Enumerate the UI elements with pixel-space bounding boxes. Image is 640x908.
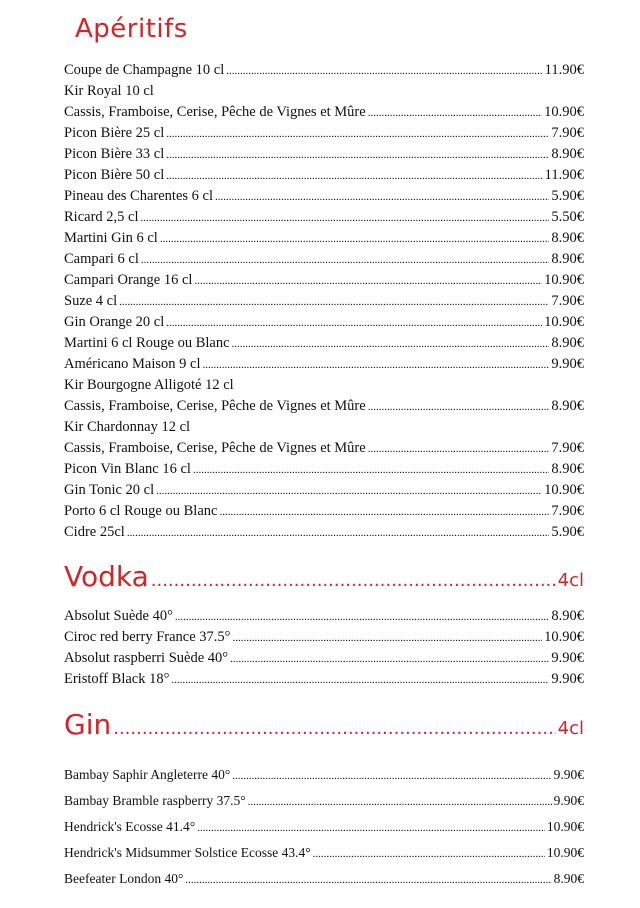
- dot-leader: [175, 607, 549, 628]
- menu-item-row: [64, 501, 584, 522]
- menu-item-name: Coupe de Champagne 10 cl: [64, 62, 225, 78]
- menu-item-row: [64, 186, 584, 207]
- menu-item-row: [64, 207, 584, 228]
- menu-item-name: Martini Gin 6 cl: [64, 230, 158, 246]
- dot-leader: [368, 439, 550, 460]
- dot-leader: [226, 61, 542, 82]
- gin-title-leader: [113, 718, 555, 739]
- menu-item-row: [64, 396, 584, 417]
- menu-item-name: Campari 6 cl: [64, 251, 139, 267]
- menu-item-price: 8.90€: [553, 871, 584, 886]
- menu-item-price: 10.90€: [544, 629, 584, 645]
- menu-item-name: Gin Tonic 20 cl: [64, 482, 155, 498]
- dot-leader: [141, 250, 549, 271]
- menu-item-price: 10.90€: [546, 819, 584, 834]
- menu-item-row: [64, 165, 584, 186]
- menu-item-name: Cidre 25cl: [64, 524, 125, 540]
- menu-item-name: Kir Royal 10 cl: [64, 83, 154, 99]
- aperitifs-title: Apéritifs: [75, 14, 188, 44]
- menu-item-price: 10.90€: [546, 845, 584, 860]
- menu-item-name: Bambay Saphir Angleterre 40°: [64, 767, 231, 782]
- menu-item-price: 7.90€: [551, 293, 584, 309]
- menu-item-name: Gin Orange 20 cl: [64, 314, 165, 330]
- vodka-title-leader: [151, 570, 556, 591]
- menu-item-price: 10.90€: [544, 104, 584, 120]
- menu-item-price: 9.90€: [551, 671, 584, 687]
- dot-leader: [232, 628, 542, 649]
- menu-item-row: [64, 249, 584, 270]
- dot-leader: [166, 124, 549, 145]
- vodka-list: [64, 606, 584, 690]
- menu-item-price: 9.90€: [551, 356, 584, 372]
- dot-leader: [185, 867, 551, 893]
- menu-item-row: [64, 840, 584, 866]
- menu-item-name: Ciroc red berry France 37.5°: [64, 629, 231, 645]
- menu-item-price: 5.90€: [551, 188, 584, 204]
- dot-leader: [230, 649, 549, 670]
- menu-item-row: [64, 312, 584, 333]
- menu-item-name: Américano Maison 9 cl: [64, 356, 201, 372]
- dot-leader: [171, 670, 549, 691]
- menu-item-row: [64, 270, 584, 291]
- menu-item-name: Cassis, Framboise, Cerise, Pêche de Vignes et Mûre: [64, 398, 366, 414]
- menu-item-name: Kir Bourgogne Alligoté 12 cl: [64, 377, 234, 393]
- menu-item-row: [64, 669, 584, 690]
- dot-leader: [141, 208, 550, 229]
- menu-item-name: Martini 6 cl Rouge ou Blanc: [64, 335, 230, 351]
- menu-item-price: 8.90€: [551, 608, 584, 624]
- dot-leader: [193, 460, 549, 481]
- menu-item-row: [64, 228, 584, 249]
- menu-item-name: Pineau des Charentes 6 cl: [64, 188, 213, 204]
- dot-leader: [160, 229, 550, 250]
- gin-title: Gin: [64, 708, 112, 741]
- dot-leader: [368, 397, 550, 418]
- menu-item-price: 11.90€: [544, 167, 584, 183]
- menu-item-row: [64, 123, 584, 144]
- menu-item-row: [64, 102, 584, 123]
- menu-item-price: 10.90€: [544, 314, 584, 330]
- menu-item-name: Absolut raspberri Suède 40°: [64, 650, 229, 666]
- dot-leader: [313, 841, 545, 867]
- menu-item-price: 9.90€: [553, 793, 584, 808]
- menu-item-price: 7.90€: [551, 125, 584, 141]
- dot-leader: [166, 166, 542, 187]
- dot-leader: [127, 523, 550, 544]
- menu-item-row: [64, 814, 584, 840]
- menu-item-price: 5.50€: [551, 209, 584, 225]
- menu-item-row: [64, 291, 584, 312]
- menu-item-name: Picon Bière 33 cl: [64, 146, 165, 162]
- menu-item-name: Picon Bière 25 cl: [64, 125, 165, 141]
- menu-item-price: 9.90€: [553, 767, 584, 782]
- menu-item-name: Absolut Suède 40°: [64, 608, 173, 624]
- menu-item-row: [64, 81, 584, 102]
- menu-item-row: [64, 417, 584, 438]
- menu-item-name: Hendrick's Midsummer Solstice Ecosse 43.4°: [64, 845, 311, 860]
- menu-item-price: 9.90€: [551, 650, 584, 666]
- menu-item-row: [64, 375, 584, 396]
- menu-item-price: 8.90€: [551, 251, 584, 267]
- dot-leader: [368, 103, 542, 124]
- menu-item-row: [64, 354, 584, 375]
- menu-item-row: [64, 480, 584, 501]
- menu-item-price: 7.90€: [551, 503, 584, 519]
- dot-leader: [166, 145, 549, 166]
- menu-item-name: Hendrick's Ecosse 41.4°: [64, 819, 196, 834]
- dot-leader: [194, 271, 542, 292]
- menu-item-price: 10.90€: [544, 272, 584, 288]
- menu-item-row: [64, 333, 584, 354]
- vodka-title-suffix: 4cl: [557, 570, 584, 591]
- menu-item-price: 8.90€: [551, 335, 584, 351]
- menu-item-name: Cassis, Framboise, Cerise, Pêche de Vignes et Mûre: [64, 440, 366, 456]
- menu-item-name: Cassis, Framboise, Cerise, Pêche de Vignes et Mûre: [64, 104, 366, 120]
- dot-leader: [197, 815, 545, 841]
- menu-item-name: Campari Orange 16 cl: [64, 272, 193, 288]
- dot-leader: [119, 292, 549, 313]
- menu-item-price: 10.90€: [544, 482, 584, 498]
- dot-leader: [248, 789, 552, 815]
- gin-list: [64, 762, 584, 892]
- menu-item-price: 8.90€: [551, 230, 584, 246]
- aperitifs-list: [64, 60, 584, 543]
- gin-title-line: [64, 708, 584, 741]
- menu-item-row: [64, 762, 584, 788]
- dot-leader: [219, 502, 549, 523]
- vodka-title: Vodka: [64, 560, 149, 593]
- dot-leader: [232, 763, 551, 789]
- menu-item-row: [64, 627, 584, 648]
- menu-item-row: [64, 648, 584, 669]
- dot-leader: [166, 313, 542, 334]
- menu-item-price: 8.90€: [551, 461, 584, 477]
- menu-item-price: 5.90€: [551, 524, 584, 540]
- menu-item-name: Suze 4 cl: [64, 293, 118, 309]
- menu-item-row: [64, 866, 584, 892]
- menu-item-row: [64, 459, 584, 480]
- menu-item-name: Picon Bière 50 cl: [64, 167, 165, 183]
- vodka-title-line: [64, 560, 584, 593]
- menu-item-row: [64, 438, 584, 459]
- menu-item-price: 8.90€: [551, 398, 584, 414]
- menu-item-name: Picon Vin Blanc 16 cl: [64, 461, 191, 477]
- gin-title-suffix: 4cl: [557, 718, 584, 739]
- menu-item-price: 7.90€: [551, 440, 584, 456]
- menu-item-name: Bambay Bramble raspberry 37.5°: [64, 793, 246, 808]
- menu-item-row: [64, 522, 584, 543]
- dot-leader: [156, 481, 542, 502]
- menu-item-row: [64, 144, 584, 165]
- dot-leader: [215, 187, 549, 208]
- menu-item-row: [64, 788, 584, 814]
- menu-item-name: Ricard 2,5 cl: [64, 209, 139, 225]
- menu-item-name: Eristoff Black 18°: [64, 671, 170, 687]
- dot-leader: [232, 334, 550, 355]
- menu-item-row: [64, 60, 584, 81]
- menu-item-name: Kir Chardonnay 12 cl: [64, 419, 191, 435]
- menu-item-price: 11.90€: [544, 62, 584, 78]
- menu-item-price: 8.90€: [551, 146, 584, 162]
- menu-item-name: Porto 6 cl Rouge ou Blanc: [64, 503, 218, 519]
- menu-item-row: [64, 606, 584, 627]
- menu-item-name: Beefeater London 40°: [64, 871, 184, 886]
- dot-leader: [203, 355, 550, 376]
